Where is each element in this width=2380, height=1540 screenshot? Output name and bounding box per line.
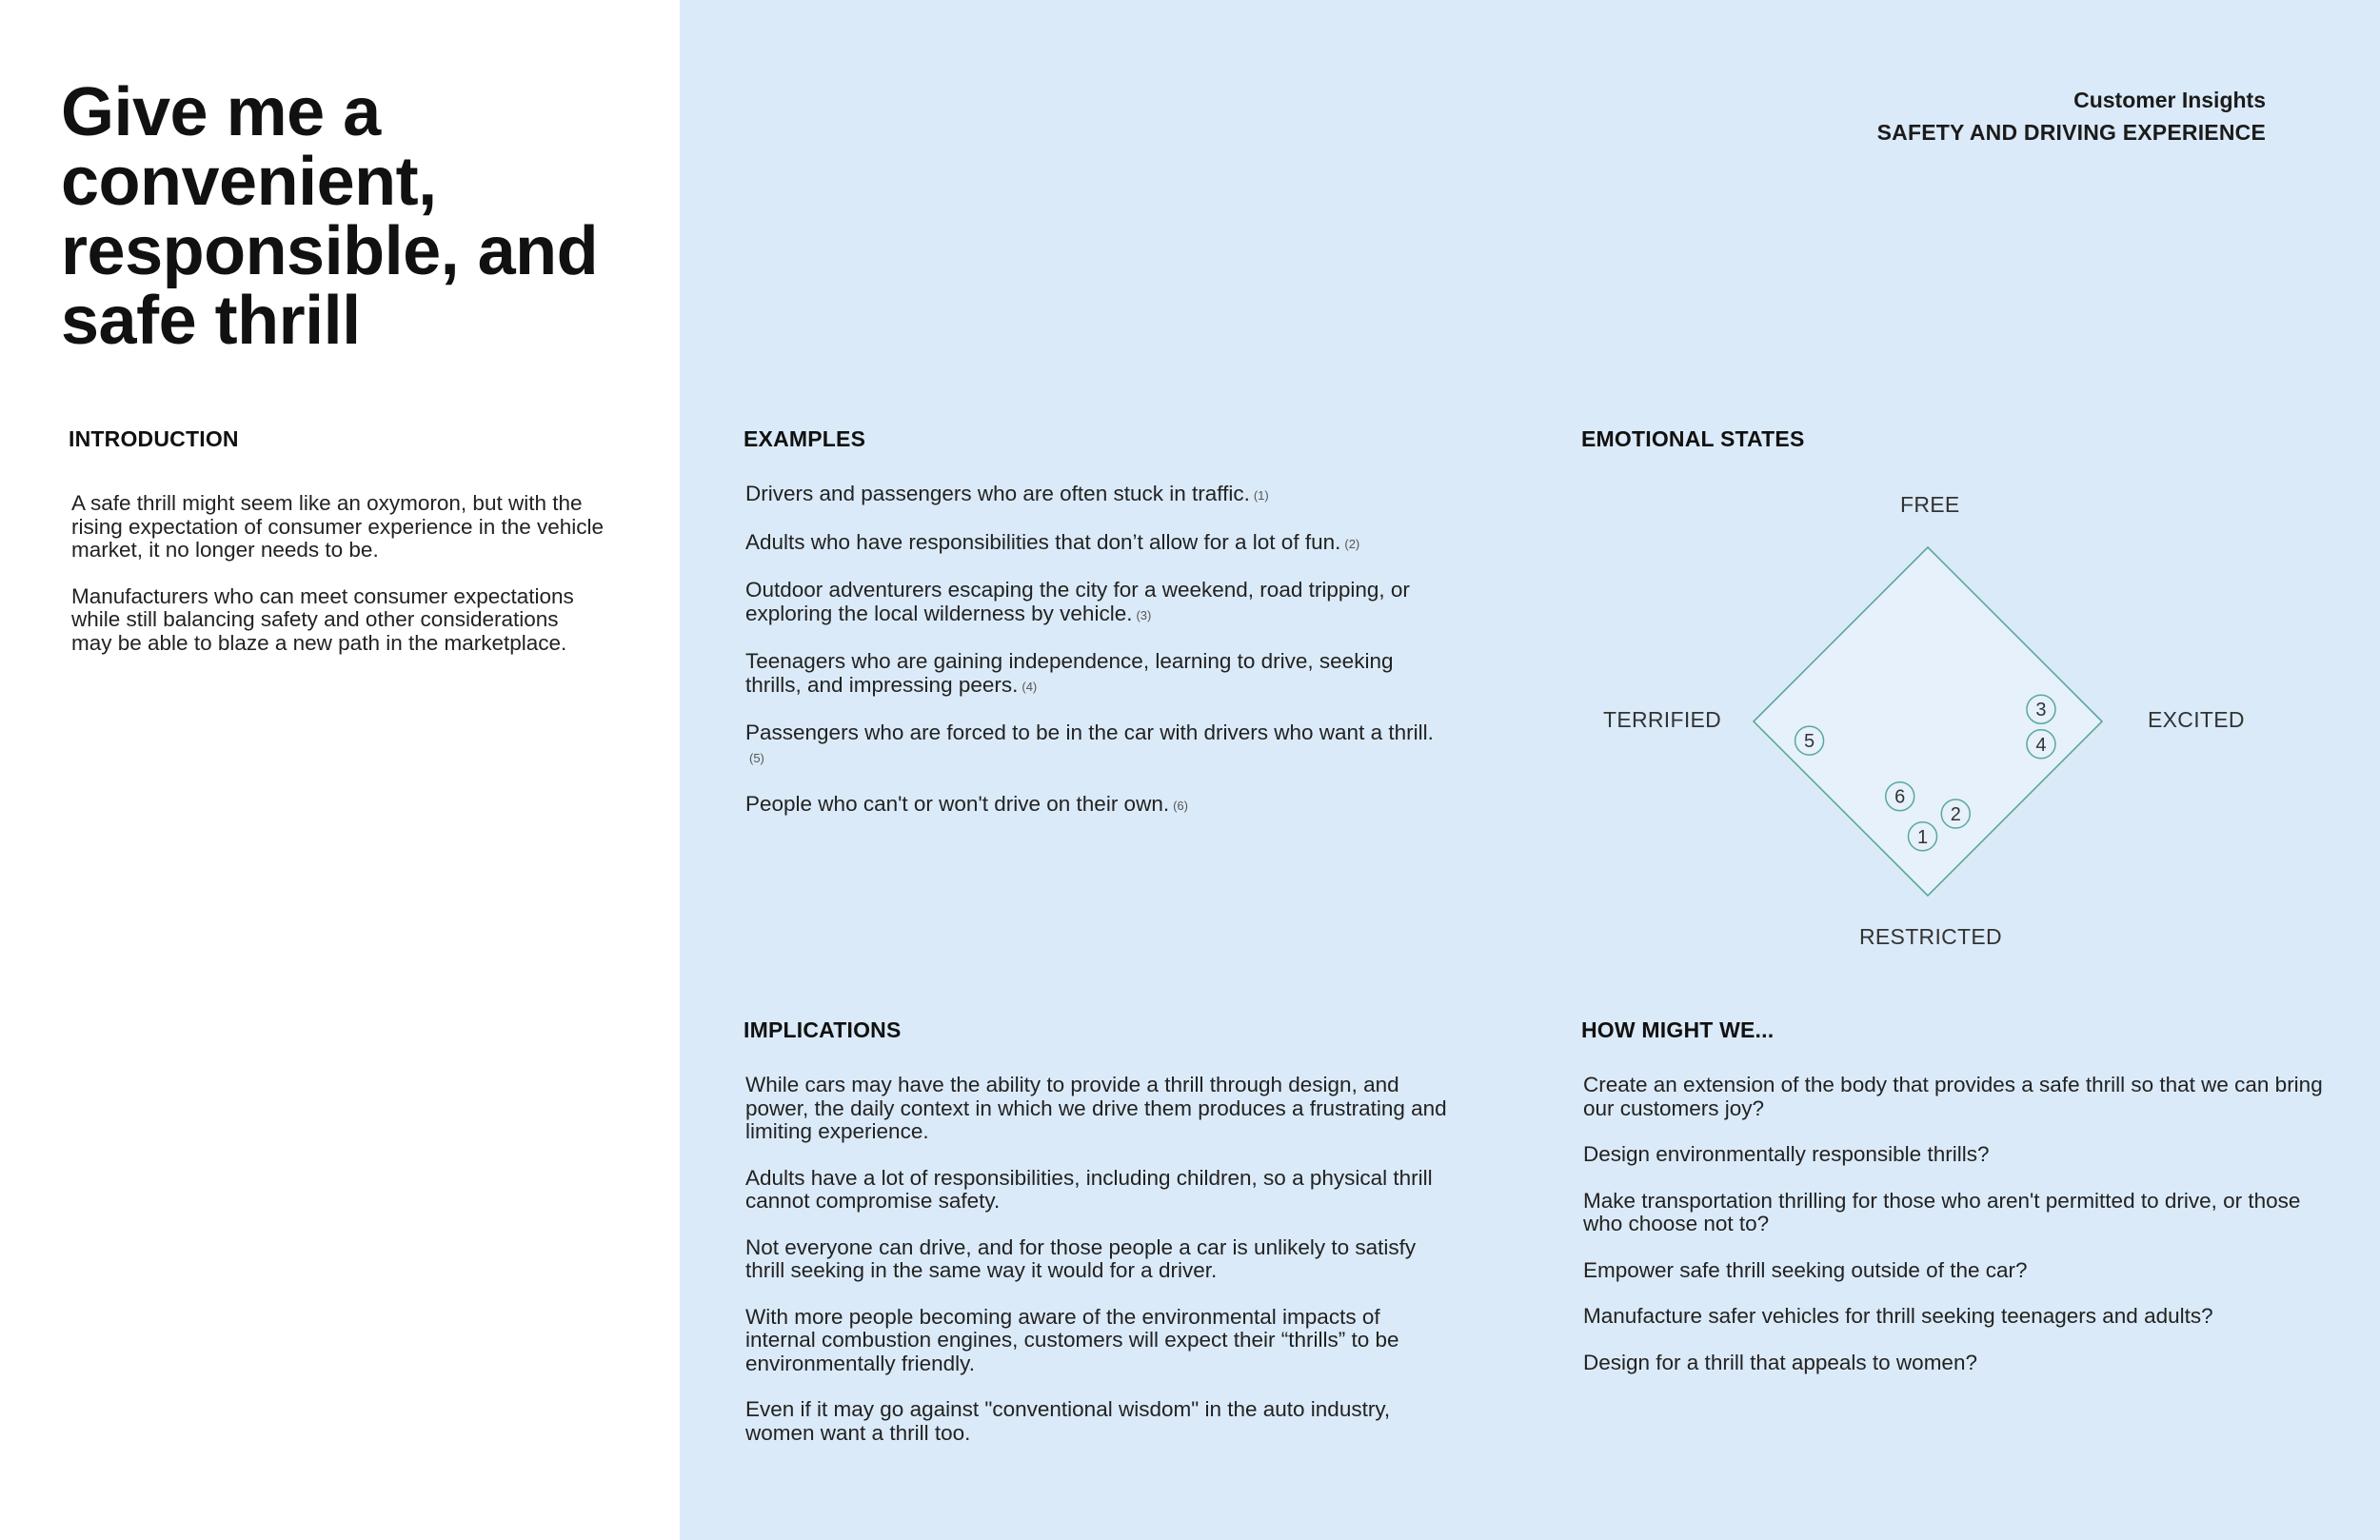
- example-item: [745, 650, 1440, 699]
- how-might-we-list: [1583, 1074, 2326, 1397]
- axis-label-right: EXCITED: [2148, 707, 2245, 732]
- header-subtitle: SAFETY AND DRIVING EXPERIENCE: [1876, 120, 2266, 145]
- implication-paragraph: Even if it may go against "conventional wisdom" in the auto industry, women want a thrill too.: [745, 1397, 1391, 1445]
- emotional-point-label: 6: [1894, 786, 1906, 808]
- example-text: Outdoor adventurers escaping the city for a weekend, road tripping, or exploring the local wilderness by vehicle.: [745, 578, 1410, 625]
- how-might-we-item: Design for a thrill that appeals to women?: [1583, 1350, 1977, 1374]
- implications-list: [745, 1074, 1450, 1468]
- header-meta: [1877, 84, 2266, 148]
- implication-paragraph: Adults have a lot of responsibilities, including children, so a physical thrill cannot compromise safety.: [745, 1165, 1433, 1213]
- emotional-point-label: 3: [2035, 700, 2047, 721]
- how-might-we-heading: HOW MIGHT WE...: [1581, 1017, 1775, 1042]
- example-ref: (5): [749, 750, 764, 765]
- emotional-point-label: 1: [1916, 826, 1929, 848]
- header-category: Customer Insights: [2073, 88, 2266, 112]
- how-might-we-item: Manufacture safer vehicles for thrill seeking teenagers and adults?: [1583, 1304, 2213, 1328]
- emotional-point-label: 4: [2035, 734, 2047, 756]
- axis-label-left: TERRIFIED: [1603, 707, 1722, 732]
- emotional-point-label: 5: [1803, 731, 1815, 753]
- example-ref: (6): [1173, 799, 1188, 813]
- axis-label-bottom: RESTRICTED: [1859, 924, 2002, 949]
- how-might-we-item: Design environmentally responsible thrills?: [1583, 1142, 1990, 1166]
- example-text: Passengers who are forced to be in the car with drivers who want a thrill.: [745, 721, 1434, 744]
- implication-paragraph: With more people becoming aware of the environmental impacts of internal combustion engines, customers will expect their “thrills” to be environmentally friendly.: [745, 1304, 1399, 1375]
- emotional-states-heading: EMOTIONAL STATES: [1581, 426, 1805, 451]
- example-item: [745, 531, 1440, 557]
- examples-list: [745, 483, 1440, 841]
- example-item: [745, 793, 1440, 819]
- example-text: Adults who have responsibilities that don’t allow for a lot of fun.: [745, 529, 1341, 554]
- implications-heading: IMPLICATIONS: [744, 1017, 902, 1042]
- introduction-text: [71, 492, 605, 678]
- emotional-point-label: 2: [1950, 803, 1961, 825]
- example-text: People who can't or won't drive on their own.: [745, 792, 1170, 816]
- axis-label-top: FREE: [1900, 492, 1960, 517]
- example-ref: (2): [1344, 536, 1360, 551]
- example-item: [745, 721, 1440, 770]
- examples-heading: EXAMPLES: [744, 426, 866, 451]
- example-text: Teenagers who are gaining independence, learning to drive, seeking thrills, and impressing peers.: [745, 649, 1394, 697]
- emotional-states-diagram: [1580, 481, 2323, 976]
- example-text: Drivers and passengers who are often stuck in traffic.: [745, 482, 1250, 505]
- how-might-we-item: Empower safe thrill seeking outside of the car?: [1583, 1257, 2028, 1282]
- how-might-we-item: Make transportation thrilling for those who aren't permitted to drive, or those who choose not to?: [1583, 1188, 2301, 1235]
- introduction-paragraph: A safe thrill might seem like an oxymoron, but with the rising expectation of consumer experience in the vehicle market, it no longer needs to be.: [71, 491, 605, 562]
- implication-paragraph: Not everyone can drive, and for those people a car is unlikely to satisfy thrill seeking in the same way it would for a driver.: [745, 1234, 1417, 1282]
- example-ref: (3): [1136, 607, 1152, 622]
- how-might-we-item: Create an extension of the body that provides a safe thrill so that we can bring our customers joy?: [1583, 1073, 2323, 1120]
- introduction-paragraph: Manufacturers who can meet consumer expectations while still balancing safety and other considerations may be able to blaze a new path in the marketplace.: [71, 583, 574, 655]
- page-title: Give me a convenient, responsible, and safe thrill: [61, 74, 599, 359]
- example-ref: (4): [1021, 679, 1038, 694]
- example-item: [745, 483, 1440, 508]
- example-ref: (1): [1253, 488, 1269, 503]
- introduction-heading: INTRODUCTION: [69, 426, 239, 451]
- example-item: [745, 579, 1440, 627]
- implication-paragraph: While cars may have the ability to provide a thrill through design, and power, the daily context in which we drive them produces a frustrating and limiting experience.: [745, 1073, 1447, 1143]
